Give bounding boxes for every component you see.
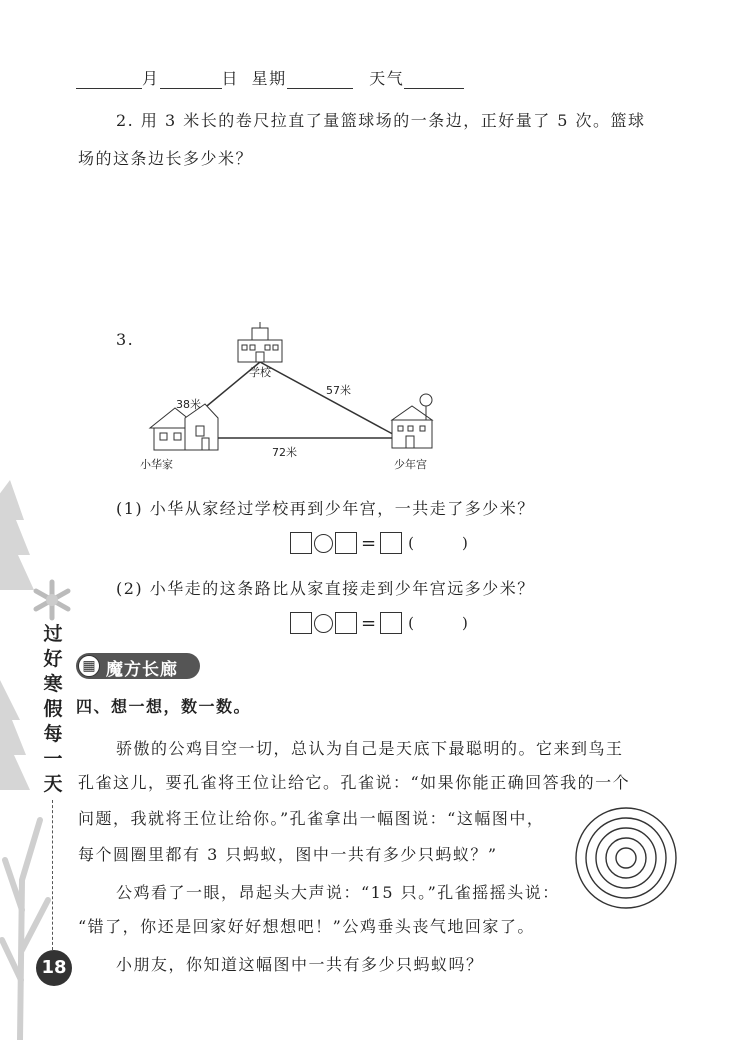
snowflake-icon	[30, 578, 74, 622]
q2-line2: 场的这条边长多少米？	[78, 149, 254, 168]
unit-close-paren: )	[461, 534, 468, 552]
q2-line1: 2. 用 3 米长的卷尺拉直了量篮球场的一条边，正好量了 5 次。篮球	[116, 111, 646, 130]
answer-box[interactable]	[380, 532, 402, 554]
sidebar-char: 天	[43, 773, 63, 795]
concentric-circle	[596, 828, 656, 888]
story-line: 公鸡看了一眼，昂起头大声说：“15 只。”孔雀摇摇头说：	[116, 883, 560, 902]
sidebar-char: 好	[43, 648, 63, 670]
day-label: 日	[221, 69, 240, 88]
q3-formula-1	[290, 532, 468, 554]
weekday-label: 星期	[251, 69, 287, 88]
section-badge	[76, 653, 200, 679]
school-palace-line	[260, 362, 400, 438]
weekday-blank[interactable]	[287, 72, 353, 89]
equals-sign: =	[361, 612, 377, 634]
sidebar-title	[42, 622, 64, 797]
concentric-circle	[576, 808, 676, 908]
sidebar-char: 过	[43, 623, 63, 645]
date-header	[76, 66, 464, 89]
story-line: “错了，你还是回家好好想想吧！”公鸡垂头丧气地回家了。	[78, 917, 535, 936]
cube-icon: ▦	[78, 655, 100, 677]
sidebar-char: 寒	[43, 673, 63, 695]
operator-circle[interactable]	[314, 614, 333, 633]
q3-sub1: (1) 小华从家经过学校再到少年宫，一共走了多少米？	[116, 499, 535, 518]
sidebar-char: 每	[43, 723, 63, 745]
weather-label: 天气	[369, 69, 405, 88]
q3-formula-2	[290, 612, 468, 634]
concentric-circle	[606, 838, 646, 878]
palace-label: 少年宫	[394, 458, 427, 471]
youth-palace-icon	[392, 394, 432, 448]
home-palace-distance: 72米	[272, 446, 297, 459]
answer-box[interactable]	[335, 532, 357, 554]
sidebar-char: 一	[43, 748, 63, 770]
section-badge-text: 魔方长廊	[106, 660, 178, 680]
page-number: 18	[41, 957, 67, 978]
story-line: 每个圆圈里都有 3 只蚂蚁，图中一共有多少只蚂蚁？”	[78, 845, 498, 864]
concentric-circles-figure	[574, 806, 678, 910]
page-number-badge	[36, 950, 72, 986]
story-line: 骄傲的公鸡目空一切，总认为自己是天底下最聪明的。它来到鸟王	[116, 739, 624, 758]
q3-number: 3.	[116, 330, 135, 349]
q3-sub2: (2) 小华走的这条路比从家直接走到少年宫远多少米？	[116, 579, 535, 598]
answer-box[interactable]	[335, 612, 357, 634]
school-palace-distance: 57米	[326, 384, 351, 397]
answer-box[interactable]	[290, 532, 312, 554]
section-title: 四、想一想，数一数。	[76, 697, 252, 716]
answer-box[interactable]	[290, 612, 312, 634]
home-label: 小华家	[140, 458, 173, 471]
concentric-circle	[616, 848, 636, 868]
story-line: 小朋友，你知道这幅图中一共有多少只蚂蚁吗？	[116, 955, 484, 974]
concentric-circle	[586, 818, 666, 898]
answer-box[interactable]	[380, 612, 402, 634]
weather-blank[interactable]	[404, 72, 464, 89]
unit-open-paren: (	[408, 534, 414, 552]
unit-open-paren: (	[408, 614, 414, 632]
sidebar-dashed-line	[52, 800, 53, 950]
sidebar-char: 假	[43, 698, 63, 720]
story-line: 问题，我就将王位让给你。”孔雀拿出一幅图说：“这幅图中，	[78, 809, 545, 828]
school-building-icon	[238, 322, 282, 362]
unit-close-paren: )	[461, 614, 468, 632]
month-blank[interactable]	[76, 72, 142, 89]
story-line: 孔雀这儿，要孔雀将王位让给它。孔雀说：“如果你能正确回答我的一个	[78, 773, 631, 792]
operator-circle[interactable]	[314, 534, 333, 553]
day-blank[interactable]	[160, 72, 222, 89]
equals-sign: =	[361, 532, 377, 554]
school-label: 学校	[249, 366, 271, 379]
month-label: 月	[142, 69, 160, 88]
home-school-distance: 38米	[176, 398, 201, 411]
